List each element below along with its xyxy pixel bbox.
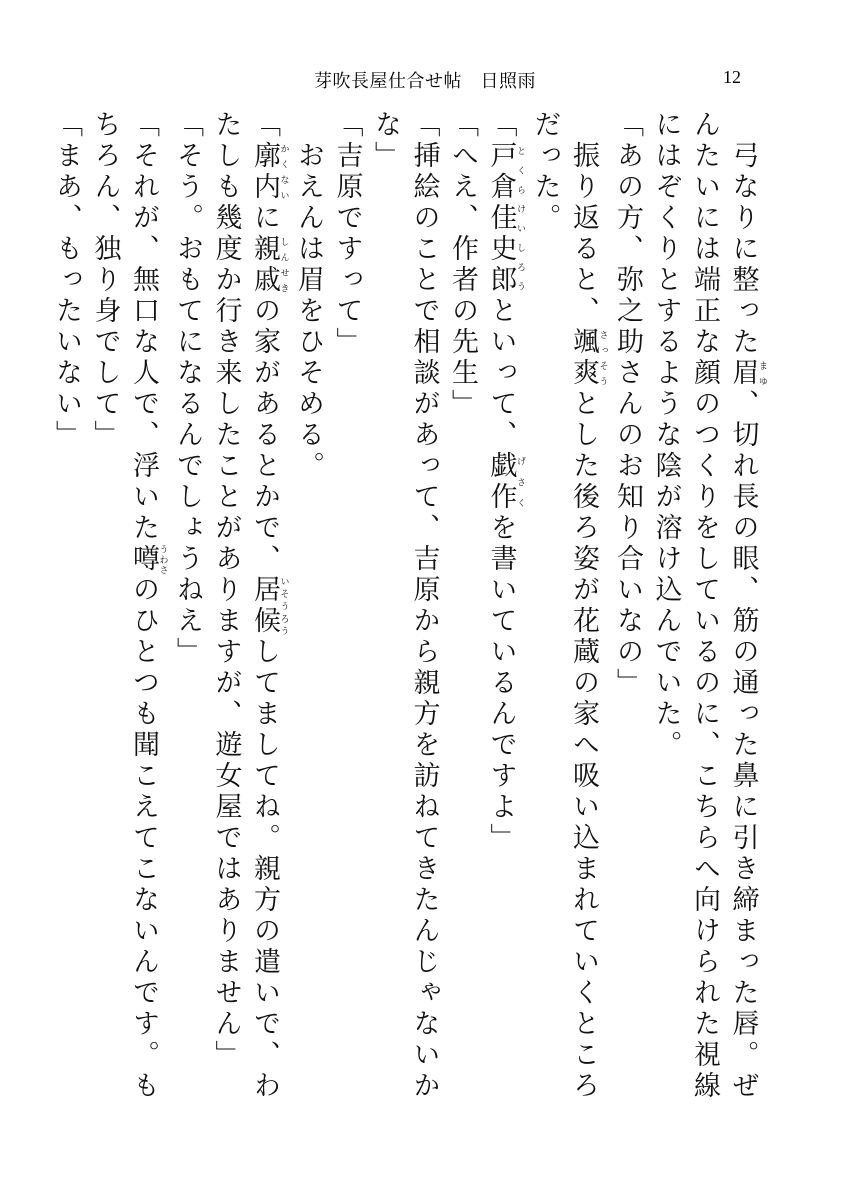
paragraph-6: 「挿絵のことで相談があって、吉原から親方を訪ねてきたんじゃないかな」 — [370, 110, 440, 1102]
ruby-shinseki: 親戚しんせき — [249, 234, 289, 296]
paragraph-5: 「へえ、作者の先生」 — [447, 110, 478, 420]
paragraph-7: 「吉原ですって」 — [331, 110, 363, 358]
paragraph-1: 弓なりに整った眉まゆ、切れ長の眼、筋の通った鼻に引き締まった唇。ぜんたいには端正な顔のつくりをしているのに、こちらへ向けられた視線にはぞくりとするような陰が溶け込んでいた。 — [650, 110, 767, 1102]
paragraph-10: 「そう。おもてになるんでしょうねえ」 — [172, 110, 203, 668]
paragraph-12: 「まあ、もったいない」 — [51, 110, 82, 451]
paragraph-11: 「それが、無口な人で、浮いた噂うわさのひとつも聞こえてこないんです。もちろん、独り身でして」 — [89, 110, 168, 1102]
paragraph-9: 「廓内かくないに親戚しんせきの家があるとかで、居候いそうろうしてましてね。親方の遣いで、わたしも幾度か行き来したことがありますが、遊女屋ではありません」 — [210, 110, 289, 1102]
paragraph-4: 「戸倉佳史郎とくらけいしろうといって、戯作げさくを書いているんですよ」 — [485, 110, 525, 854]
page-number: 12 — [723, 67, 741, 87]
running-title: 芽吹長屋仕合せ帖 日照雨 — [314, 71, 536, 92]
ruby-mayu: 眉まゆ — [727, 358, 767, 389]
ruby-isourou: 居候いそうろう — [249, 575, 289, 637]
ruby-sassou: 颯爽さっそう — [568, 327, 608, 389]
ruby-gesaku: 戯作げさく — [485, 451, 525, 513]
paragraph-3: 振り返ると、颯爽さっそうとした後ろ姿が花蔵の家へ吸い込まれていくところだった。 — [529, 110, 608, 1102]
ruby-uwasa: 噂うわさ — [128, 544, 168, 575]
vertical-body-text — [51, 110, 767, 1120]
ruby-tokura-keishirou: 戸倉佳史郎とくらけいしろう — [485, 141, 525, 296]
paragraph-2: 「あの方、弥之助さんのお知り合いなの」 — [612, 110, 643, 699]
ruby-kakunai: 廓内かくない — [249, 141, 289, 203]
paragraph-8: おえんは眉をひそめる。 — [293, 141, 324, 482]
